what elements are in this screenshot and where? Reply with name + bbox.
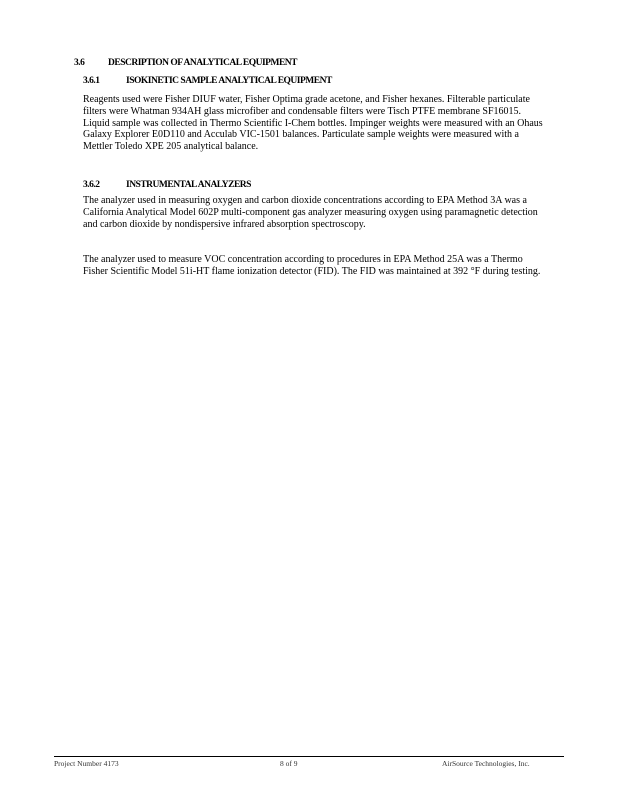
footer-company-name: AirSource Technologies, Inc. (442, 759, 530, 768)
subsection-number: 3.6.1 (83, 76, 100, 86)
section-heading (74, 58, 297, 68)
paragraph-voc-analyzer: The analyzer used to measure VOC concentration according to procedures in EPA Method 25A was a Thermo Fisher Scientific Model 51i-HT flame ionization detector (FID). The FID was maintained at 392 °F during testing. (83, 254, 541, 277)
subsection-heading-instrumental (83, 180, 251, 190)
section-title: DESCRIPTION OF ANALYTICAL EQUIPMENT (108, 58, 297, 68)
paragraph-reagents: Reagents used were Fisher DIUF water, Fisher Optima grade acetone, and Fisher hexanes. Filterable particulate filters were Whatman 934AH glass microfiber and condensable filters were Tisch PTFE membrane SF16015. Liquid sample was collected in Thermo Scientific I-Chem bottles. Impinger weights were measured with an Ohaus Galaxy Explorer E0D110 and Acculab VIC-1501 balances. Particulate sample weights were measured with a Mettler Toledo XPE 205 analytical balance. (83, 94, 543, 153)
subsection-title: INSTRUMENTAL ANALYZERS (126, 180, 251, 190)
subsection-title: ISOKINETIC SAMPLE ANALYTICAL EQUIPMENT (126, 76, 332, 86)
section-number: 3.6 (74, 58, 85, 68)
subsection-heading-isokinetic (83, 76, 332, 86)
footer-project-number: Project Number 4173 (54, 759, 119, 768)
paragraph-o2-co2-analyzer: The analyzer used in measuring oxygen and carbon dioxide concentrations according to EPA Method 3A was a California Analytical Model 602P multi-component gas analyzer measuring oxygen using paramagnetic detection and carbon dioxide by nondispersive infrared absorption spectroscopy. (83, 195, 538, 230)
footer-divider (54, 756, 564, 757)
subsection-number: 3.6.2 (83, 180, 100, 190)
footer-page-number: 8 of 9 (280, 759, 298, 768)
